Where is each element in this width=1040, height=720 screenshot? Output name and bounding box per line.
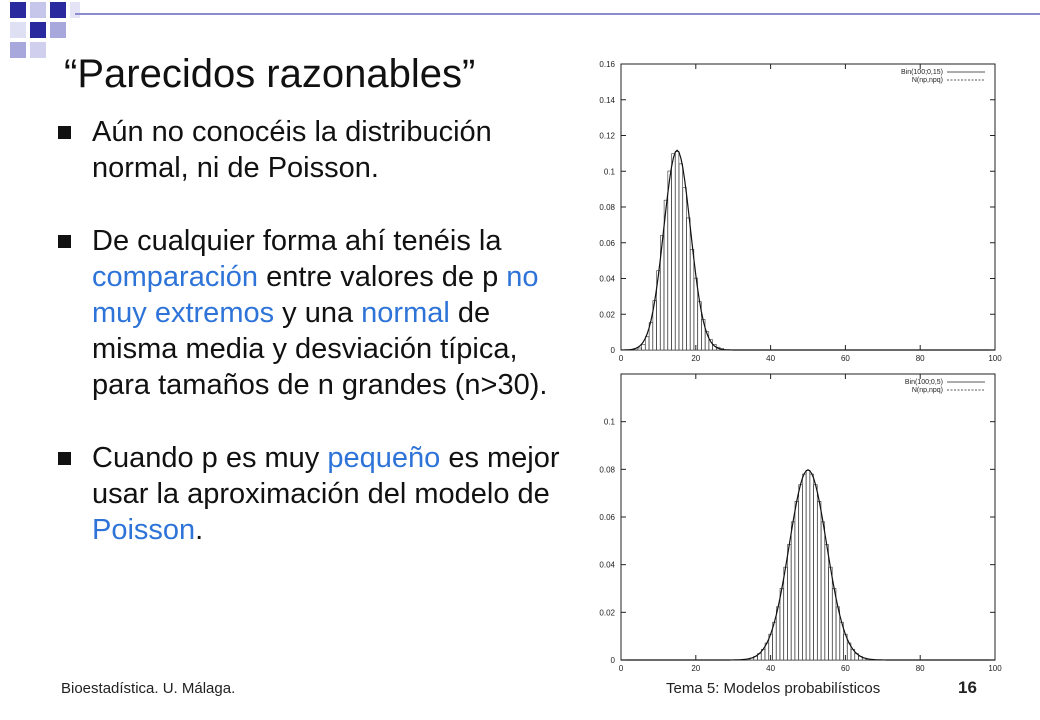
logo-square (50, 2, 66, 18)
binomial-bar (668, 171, 672, 350)
binomial-bar (784, 567, 788, 660)
bullet-text: y una (274, 297, 362, 329)
x-tick-label: 60 (840, 354, 850, 363)
binomial-bar (788, 544, 792, 660)
bullet-text: De cualquier forma ahí tenéis la (92, 225, 502, 257)
logo-square (10, 2, 26, 18)
page-number: 16 (958, 678, 977, 697)
y-tick-label: 0.1 (603, 417, 615, 427)
binomial-bar (675, 151, 679, 350)
binomial-chart-p05 (583, 368, 1003, 676)
bullet-square-icon (58, 235, 71, 248)
y-tick-label: 0.16 (599, 60, 615, 69)
bullet-square-icon (58, 126, 71, 139)
bullet-item (58, 114, 568, 186)
binomial-bar (795, 501, 799, 660)
logo-square (50, 22, 66, 38)
x-tick-label: 20 (691, 354, 701, 363)
footer-topic: Tema 5: Modelos probabilísticos (666, 680, 881, 697)
highlighted-text: pequeño (327, 442, 441, 474)
binomial-bar (802, 474, 806, 660)
x-tick-label: 60 (840, 664, 850, 673)
binomial-bar (791, 522, 795, 660)
bullet-list (58, 114, 568, 585)
bullet-square-icon (58, 452, 71, 465)
x-tick-label: 20 (691, 664, 701, 673)
highlighted-text: normal (361, 297, 450, 329)
y-tick-label: 0.14 (599, 95, 615, 105)
binomial-bar (694, 278, 698, 350)
y-tick-label: 0.02 (599, 608, 615, 618)
y-tick-label: 0.08 (599, 465, 615, 475)
x-tick-label: 40 (766, 354, 776, 363)
header-rule (75, 13, 1040, 15)
highlighted-text: no muy extremos (92, 261, 539, 329)
y-tick-label: 0.06 (599, 513, 615, 522)
y-tick-label: 0.12 (599, 131, 615, 141)
binomial-bar (690, 249, 694, 350)
y-tick-label: 0.02 (599, 310, 615, 320)
binomial-chart-p015 (583, 58, 1003, 366)
binomial-bar (638, 348, 642, 350)
logo-square (30, 22, 46, 38)
y-tick-label: 0.04 (599, 274, 615, 284)
logo-square (70, 2, 80, 18)
legend-label: Bin(100;0,5) (904, 379, 943, 386)
highlighted-text: Poisson (92, 514, 196, 546)
x-tick-label: 100 (988, 664, 1002, 673)
binomial-bar (817, 501, 821, 660)
binomial-bar (821, 522, 825, 660)
bullet-item (58, 440, 568, 548)
bullet-text: . (195, 514, 204, 546)
binomial-bar (683, 188, 687, 350)
binomial-bar (806, 470, 810, 660)
x-tick-label: 80 (915, 664, 925, 673)
binomial-bar (642, 344, 646, 350)
binomial-bar (645, 337, 649, 350)
binomial-bar (687, 218, 691, 350)
binomial-bar (672, 154, 676, 350)
y-tick-label: 0.04 (599, 560, 615, 570)
x-tick-label: 80 (915, 354, 925, 363)
logo-square (10, 22, 26, 38)
legend-label: Bin(100;0,15) (900, 69, 943, 76)
legend-label: N(np,npq) (911, 77, 943, 84)
binomial-bar (810, 474, 814, 660)
binomial-bar (814, 485, 818, 660)
y-tick-label: 0.08 (599, 203, 615, 212)
y-tick-label: 0.06 (599, 238, 615, 248)
bullet-text: entre valores de p (258, 261, 507, 293)
x-tick-label: 0 (618, 664, 624, 673)
logo-square (30, 42, 46, 58)
bullet-text: de misma media y desviación típica, para tamaños de n grandes (n>30). (92, 297, 548, 401)
x-tick-label: 100 (988, 354, 1002, 363)
binomial-bar (799, 485, 803, 660)
y-tick-label: 0 (610, 656, 615, 665)
y-tick-label: 0 (610, 346, 615, 355)
bullet-text: es mejor usar la aproximación del modelo de (92, 442, 560, 510)
footer-institution: Bioestadística. U. Málaga. (61, 680, 236, 697)
bullet-text: Cuando p es muy (92, 442, 328, 474)
bullet-item (58, 223, 568, 403)
logo-square (30, 2, 46, 18)
legend-label: N(np,npq) (911, 387, 943, 394)
slide-title: “Parecidos razonables” (64, 52, 476, 96)
x-tick-label: 0 (618, 354, 624, 363)
bullet-text: Aún no conocéis la distribución normal, ni de Poisson. (92, 116, 492, 184)
binomial-bar (829, 567, 833, 660)
logo-square (10, 42, 26, 58)
binomial-bar (825, 544, 829, 660)
binomial-bar (679, 164, 683, 350)
highlighted-text: comparación (92, 261, 259, 293)
binomial-bar (832, 588, 836, 660)
x-tick-label: 40 (766, 664, 776, 673)
binomial-bar (780, 588, 784, 660)
y-tick-label: 0.1 (603, 167, 615, 177)
